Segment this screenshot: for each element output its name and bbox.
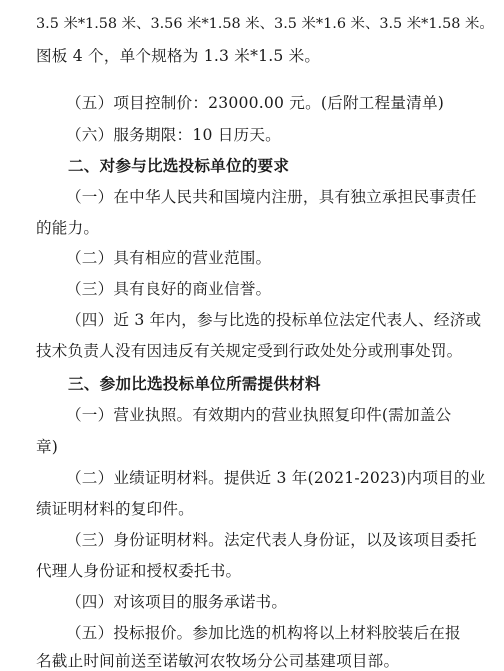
text-line: （一）营业执照。有效期内的营业执照复印件(需加盖公	[66, 406, 452, 424]
text-line: 图板 4 个，单个规格为 1.3 米*1.5 米。	[36, 47, 321, 65]
text-line: （五）项目控制价：23000.00 元。(后附工程量清单)	[66, 94, 445, 112]
section-heading: 三、参加比选投标单位所需提供材料	[68, 375, 321, 393]
text-line: （二）业绩证明材料。提供近 3 年(2021-2023)内项目的业	[66, 469, 486, 487]
text-line: （四）对该项目的服务承诺书。	[66, 593, 288, 611]
text-line: （三）身份证明材料。法定代表人身份证，以及该项目委托	[66, 531, 477, 549]
section-heading: 二、对参与比选投标单位的要求	[68, 157, 290, 175]
text-line: 代理人身份证和授权委托书。	[36, 562, 242, 580]
text-line: （三）具有良好的商业信誉。	[66, 280, 272, 298]
text-line: 技术负责人没有因违反有关规定受到行政处处分或刑事处罚。	[36, 342, 463, 360]
text-line: （六）服务期限：10 日历天。	[66, 126, 281, 144]
text-line: （二）具有相应的营业范围。	[66, 249, 272, 267]
text-line: 名截止时间前送至诺敏河农牧场分公司基建项目部。	[36, 652, 400, 670]
text-line: 绩证明材料的复印件。	[36, 500, 194, 518]
text-line: 章)	[36, 438, 59, 456]
text-line: （五）投标报价。参加比选的机构将以上材料胶装后在报	[66, 624, 461, 642]
text-line: （一）在中华人民共和国境内注册，具有独立承担民事责任	[66, 188, 477, 206]
text-line: （四）近 3 年内，参与比选的投标单位法定代表人、经济或	[66, 311, 482, 329]
text-line: 3.5 米*1.58 米、3.56 米*1.58 米、3.5 米*1.6 米、3.5 米*1.58 米。	[36, 16, 494, 32]
text-line: 的能力。	[36, 219, 100, 237]
